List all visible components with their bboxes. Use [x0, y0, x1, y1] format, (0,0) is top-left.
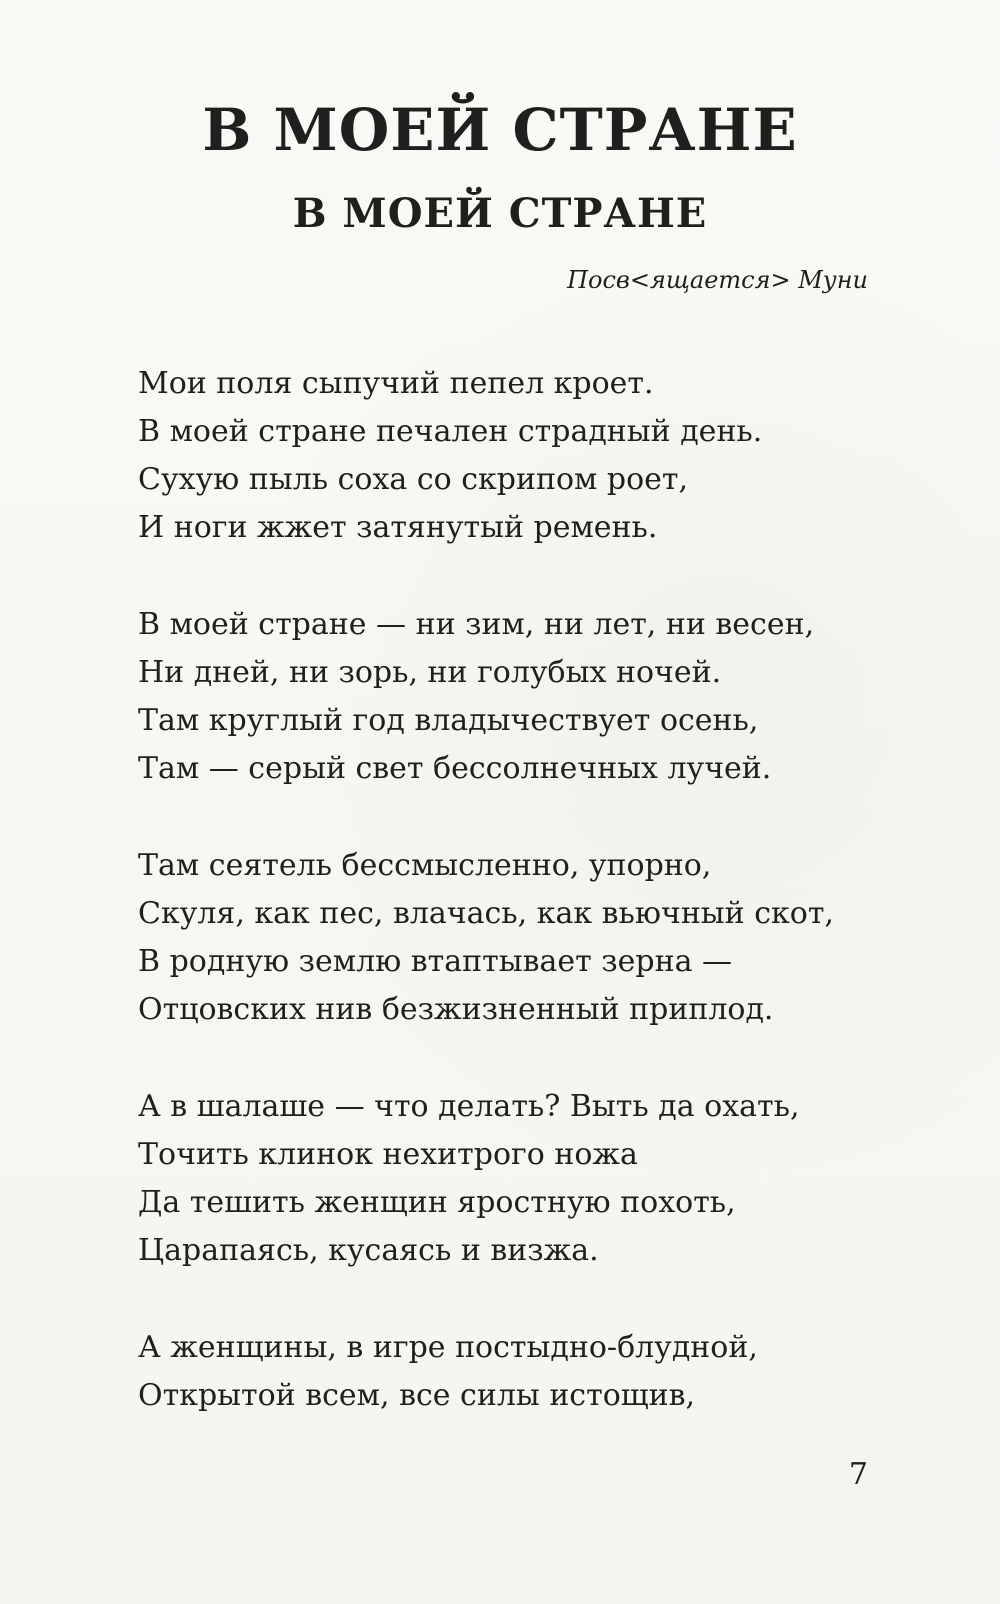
dedication: Посв<ящается> Муни [567, 266, 868, 294]
poem-title: В МОЕЙ СТРАНЕ [202, 96, 798, 164]
poem-line: А женщины, в игре постыдно-блудной, [138, 1330, 758, 1365]
poem-line: Отцовских нив безжизненный приплод. [138, 992, 774, 1027]
poem-line: Там — серый свет бессолнечных лучей. [138, 751, 772, 786]
poem-line: Ни дней, ни зорь, ни голубых ночей. [138, 655, 722, 690]
poem-line: В моей стране печален страдный день. [138, 414, 763, 449]
page-number: 7 [848, 1457, 868, 1492]
stanza-1 [138, 360, 838, 552]
poem-line: Сухую пыль соха со скрипом роет, [138, 462, 689, 497]
poem-line: Открытой всем, все силы истощив, [138, 1378, 696, 1413]
poem-line: Царапаясь, кусаясь и визжа. [138, 1233, 599, 1268]
poem-line: Там сеятель бессмысленно, упорно, [138, 848, 712, 883]
poem-line: Да тешить женщин яростную похоть, [138, 1185, 736, 1220]
poem-line: Там круглый год владычествует осень, [138, 703, 759, 738]
poem-line: И ноги жжет затянутый ремень. [138, 510, 658, 545]
stanza-5 [138, 1324, 838, 1420]
poem-body [138, 360, 838, 1469]
poem-subtitle: В МОЕЙ СТРАНЕ [292, 190, 708, 237]
poem-line: А в шалаше — что делать? Выть да охать, [138, 1089, 800, 1124]
poem-line: В родную землю втаптывает зерна — [138, 944, 733, 979]
poem-line: Мои поля сыпучий пепел кроет. [138, 366, 654, 401]
poem-line: Точить клинок нехитрого ножа [138, 1137, 638, 1172]
stanza-4 [138, 1083, 838, 1275]
stanza-2 [138, 601, 838, 793]
poem-line: Скуля, как пес, влачась, как вьючный скот, [138, 896, 834, 931]
stanza-3 [138, 842, 838, 1034]
poem-line: В моей стране — ни зим, ни лет, ни весен, [138, 607, 815, 642]
